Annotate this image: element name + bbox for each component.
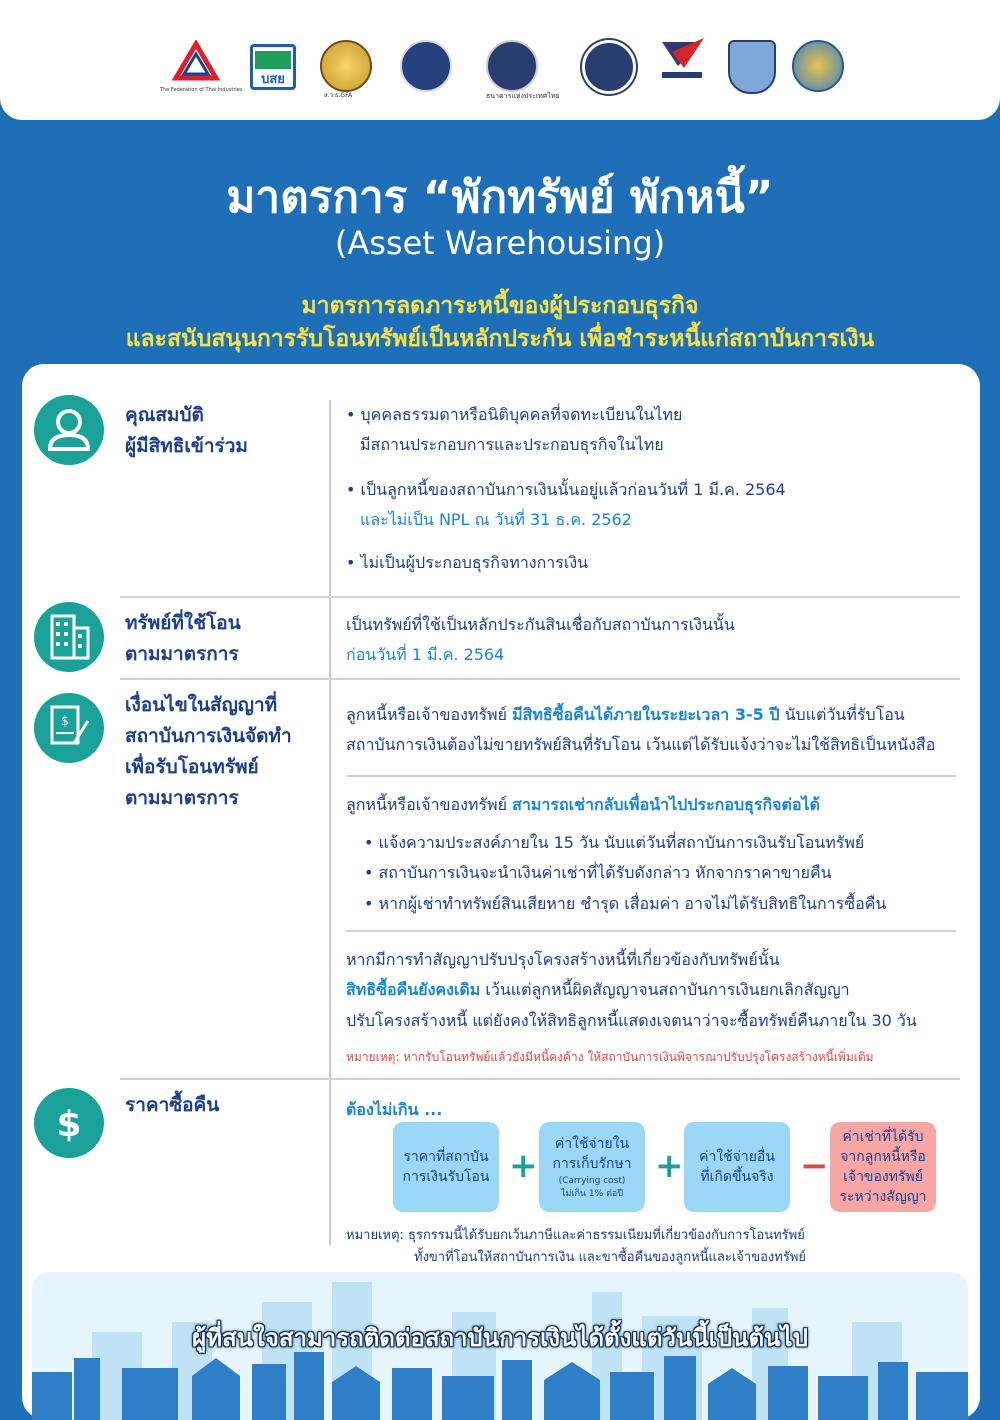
- assets-heading-line-1: ทรัพย์ที่ใช้โอน: [125, 612, 241, 634]
- gfa-logo-icon: [320, 40, 372, 92]
- section-divider: [120, 678, 960, 680]
- conditions-heading-line-3: เพื่อรับโอนทรัพย์: [125, 756, 259, 778]
- mof-logo-icon: [400, 40, 452, 92]
- eligibility-bullet-2-line-2: และไม่เป็น NPL ณ วันที่ 31 ธ.ค. 2562: [360, 510, 632, 529]
- paragraph-divider: [346, 930, 956, 932]
- tba-logo-icon: [250, 44, 296, 90]
- plus-icon: +: [509, 1146, 538, 1186]
- conditions-p2-item-1: • แจ้งความประสงค์ภายใน 15 วัน นับแต่วันที่สถาบันการเงินรับโอนทรัพย์: [364, 833, 865, 852]
- price-box-carrying: [539, 1122, 645, 1212]
- footer-text: ผู้ที่สนใจสามารถติดต่อสถาบันการเงินได้ตั้งแต่วันนี้เป็นต้นไป: [192, 1324, 808, 1352]
- price-lead: ต้องไม่เกิน ...: [346, 1100, 443, 1119]
- conditions-p3-tail: เว้นแต่ลูกหนี้ผิดสัญญาจนสถาบันการเงินยกเลิกสัญญา: [480, 980, 850, 999]
- conditions-heading-line-1: เงื่อนไขในสัญญาที่: [125, 694, 278, 716]
- bot-caption: ธนาคารแห่งประเทศไทย: [486, 92, 560, 100]
- dollar-icon: [34, 1088, 104, 1158]
- price-box-rent-line-2: จากลูกหนี้หรือ: [840, 1149, 926, 1165]
- eligibility-bullet-2-line-1: • เป็นลูกหนี้ของสถาบันการเงินนั้นอยู่แล้วก่อนวันที่ 1 มี.ค. 2564: [346, 480, 786, 499]
- price-box-carrying-line-2: การเก็บรักษา: [552, 1155, 632, 1172]
- price-box-carrying-line-1: ค่าใช้จ่ายใน: [554, 1135, 630, 1152]
- price-box-other-line-2: ที่เกิดขึ้นจริง: [700, 1169, 774, 1185]
- conditions-p2-item-3: • หากผู้เช่าทำทรัพย์สินเสียหาย ชำรุด เสื่อมค่า อาจไม่ได้รับสิทธิในการซื้อคืน: [364, 894, 887, 913]
- price-box-transfer-line-1: ราคาที่สถาบัน: [403, 1149, 489, 1165]
- assets-heading-line-2: ตามมาตรการ: [125, 643, 239, 665]
- price-box-rent-line-4: ระหว่างสัญญา: [839, 1189, 927, 1205]
- assets-line-2: ก่อนวันที่ 1 มี.ค. 2564: [346, 645, 505, 664]
- conditions-heading-line-4: ตามมาตรการ: [125, 787, 239, 809]
- fti-logo-icon: [172, 40, 220, 88]
- fti-caption: The Federation of Thai Industries: [160, 87, 243, 93]
- eligibility-heading: [125, 400, 248, 462]
- person-icon: [34, 395, 104, 465]
- conditions-p2-item-2: • สถาบันการเงินจะนำเงินค่าเช่าที่ได้รับดังกล่าว หักจากราคาขายคืน: [364, 863, 832, 882]
- conditions-note: หมายเหตุ: หากรับโอนทรัพย์แล้วยังมีหนี้คงค้าง ให้สถาบันการเงินพิจารณาปรับปรุงโครงสร้างหนี้เพิ่มเติม: [346, 1050, 874, 1064]
- minus-icon: −: [800, 1146, 829, 1186]
- price-note-line-1: หมายเหตุ: ธุรกรรมนี้ได้รับยกเว้นภาษีและค่าธรรมเนียมที่เกี่ยวข้องกับการโอนทรัพย์: [346, 1228, 805, 1243]
- conditions-p3-line-2: [346, 978, 850, 1003]
- price-box-transfer: [393, 1122, 499, 1212]
- price-box-transfer-line-2: การเงินรับโอน: [402, 1169, 490, 1185]
- building-icon: [34, 602, 104, 672]
- price-box-carrying-line-4: ไม่เกิน 1% ต่อปี: [560, 1188, 624, 1199]
- conditions-p3-line-3: ปรับโครงสร้างหนี้ แต่ยังคงให้สิทธิลูกหนี้แสดงเจตนาว่าจะซื้อทรัพย์คืนภายใน 30 วัน: [346, 1011, 917, 1030]
- assets-heading: [125, 608, 241, 670]
- paragraph-divider: [346, 775, 956, 777]
- svg-text:$: $: [56, 1104, 82, 1145]
- page-title-english: (Asset Warehousing): [334, 224, 666, 262]
- assets-line-1: เป็นทรัพย์ที่ใช้เป็นหลักประกันสินเชื่อกับสถาบันการเงินนั้น: [346, 615, 735, 634]
- price-note-line-2: ทั้งขาที่โอนให้สถาบันการเงิน และขาซื้อคืนของลูกหนี้และเจ้าของทรัพย์: [414, 1250, 807, 1265]
- conditions-p1-line-1: [346, 703, 905, 728]
- conditions-p2-highlight: สามารถเช่ากลับเพื่อนำไปประกอบธุรกิจต่อได้: [512, 795, 820, 814]
- svg-text:บสย: บสย: [261, 72, 285, 87]
- bot-logo-icon: [486, 40, 538, 92]
- subtitle-line-1: มาตรการลดภาระหนี้ของผู้ประกอบธุรกิจ: [301, 293, 699, 319]
- eligibility-heading-line-2: ผู้มีสิทธิเข้าร่วม: [125, 435, 248, 457]
- page-title: มาตรการ “พักทรัพย์ พักหนี้”: [226, 172, 774, 223]
- plus-icon: +: [655, 1146, 684, 1186]
- price-box-rent-line-3: เจ้าของทรัพย์: [843, 1169, 923, 1185]
- eligibility-bullet-1-line-1: • บุคคลธรรมดาหรือนิติบุคคลที่จดทะเบียนในไทย: [346, 405, 683, 424]
- subtitle-line-2: และสนับสนุนการรับโอนทรัพย์เป็นหลักประกัน เพื่อชำระหนี้แก่สถาบันการเงิน: [125, 326, 875, 352]
- price-box-other-line-1: ค่าใช้จ่ายอื่น: [699, 1149, 775, 1165]
- section-divider: [120, 596, 960, 598]
- eligibility-bullet-3: • ไม่เป็นผู้ประกอบธุรกิจทางการเงิน: [346, 553, 589, 572]
- price-box-rent-line-1: ค่าเช่าที่ได้รับ: [842, 1129, 924, 1145]
- conditions-p1-tail: นับแต่วันที่รับโอน: [779, 705, 905, 724]
- shield-logo-icon: [728, 40, 776, 94]
- price-box-other-costs: [684, 1122, 790, 1212]
- column-divider: [329, 400, 331, 1245]
- conditions-p1-line-2: สถาบันการเงินต้องไม่ขายทรัพย์สินที่รับโอน เว้นแต่ได้รับแจ้งว่าจะไม่ใช้สิทธิเป็นหนังสือ: [346, 735, 936, 754]
- conditions-heading: [125, 690, 292, 814]
- footer-banner: [32, 1272, 968, 1420]
- flag-logo-icon: [656, 38, 706, 90]
- section-divider: [120, 1078, 960, 1080]
- contract-icon: [34, 693, 104, 763]
- price-box-rent: [830, 1122, 936, 1212]
- gsb-logo-icon: [582, 40, 636, 94]
- seal-logo-icon: [792, 40, 844, 92]
- eligibility-heading-line-1: คุณสมบัติ: [125, 404, 204, 426]
- conditions-p2-lead: ลูกหนี้หรือเจ้าของทรัพย์: [346, 795, 513, 814]
- conditions-p2-heading: [346, 793, 820, 818]
- price-box-carrying-line-3: (Carrying cost): [558, 1175, 626, 1186]
- conditions-p1-highlight: มีสิทธิซื้อคืนได้ภายในระยะเวลา 3-5 ปี: [512, 705, 780, 724]
- conditions-p3-highlight: สิทธิซื้อคืนยังคงเดิม: [346, 980, 481, 999]
- eligibility-bullet-1-line-2: มีสถานประกอบการและประกอบธุรกิจในไทย: [360, 435, 664, 454]
- conditions-heading-line-2: สถาบันการเงินจัดทำ: [125, 725, 292, 747]
- gfa-caption: ส.ว.ธ.GFA: [324, 92, 353, 99]
- svg-text:$: $: [61, 714, 69, 728]
- conditions-p3-line-1: หากมีการทำสัญญาปรับปรุงโครงสร้างหนี้ที่เกี่ยวข้องกับทรัพย์นั้น: [346, 950, 780, 969]
- price-heading: ราคาซื้อคืน: [125, 1094, 220, 1116]
- conditions-p1-lead: ลูกหนี้หรือเจ้าของทรัพย์: [346, 705, 513, 724]
- logo-bar: [0, 0, 1000, 120]
